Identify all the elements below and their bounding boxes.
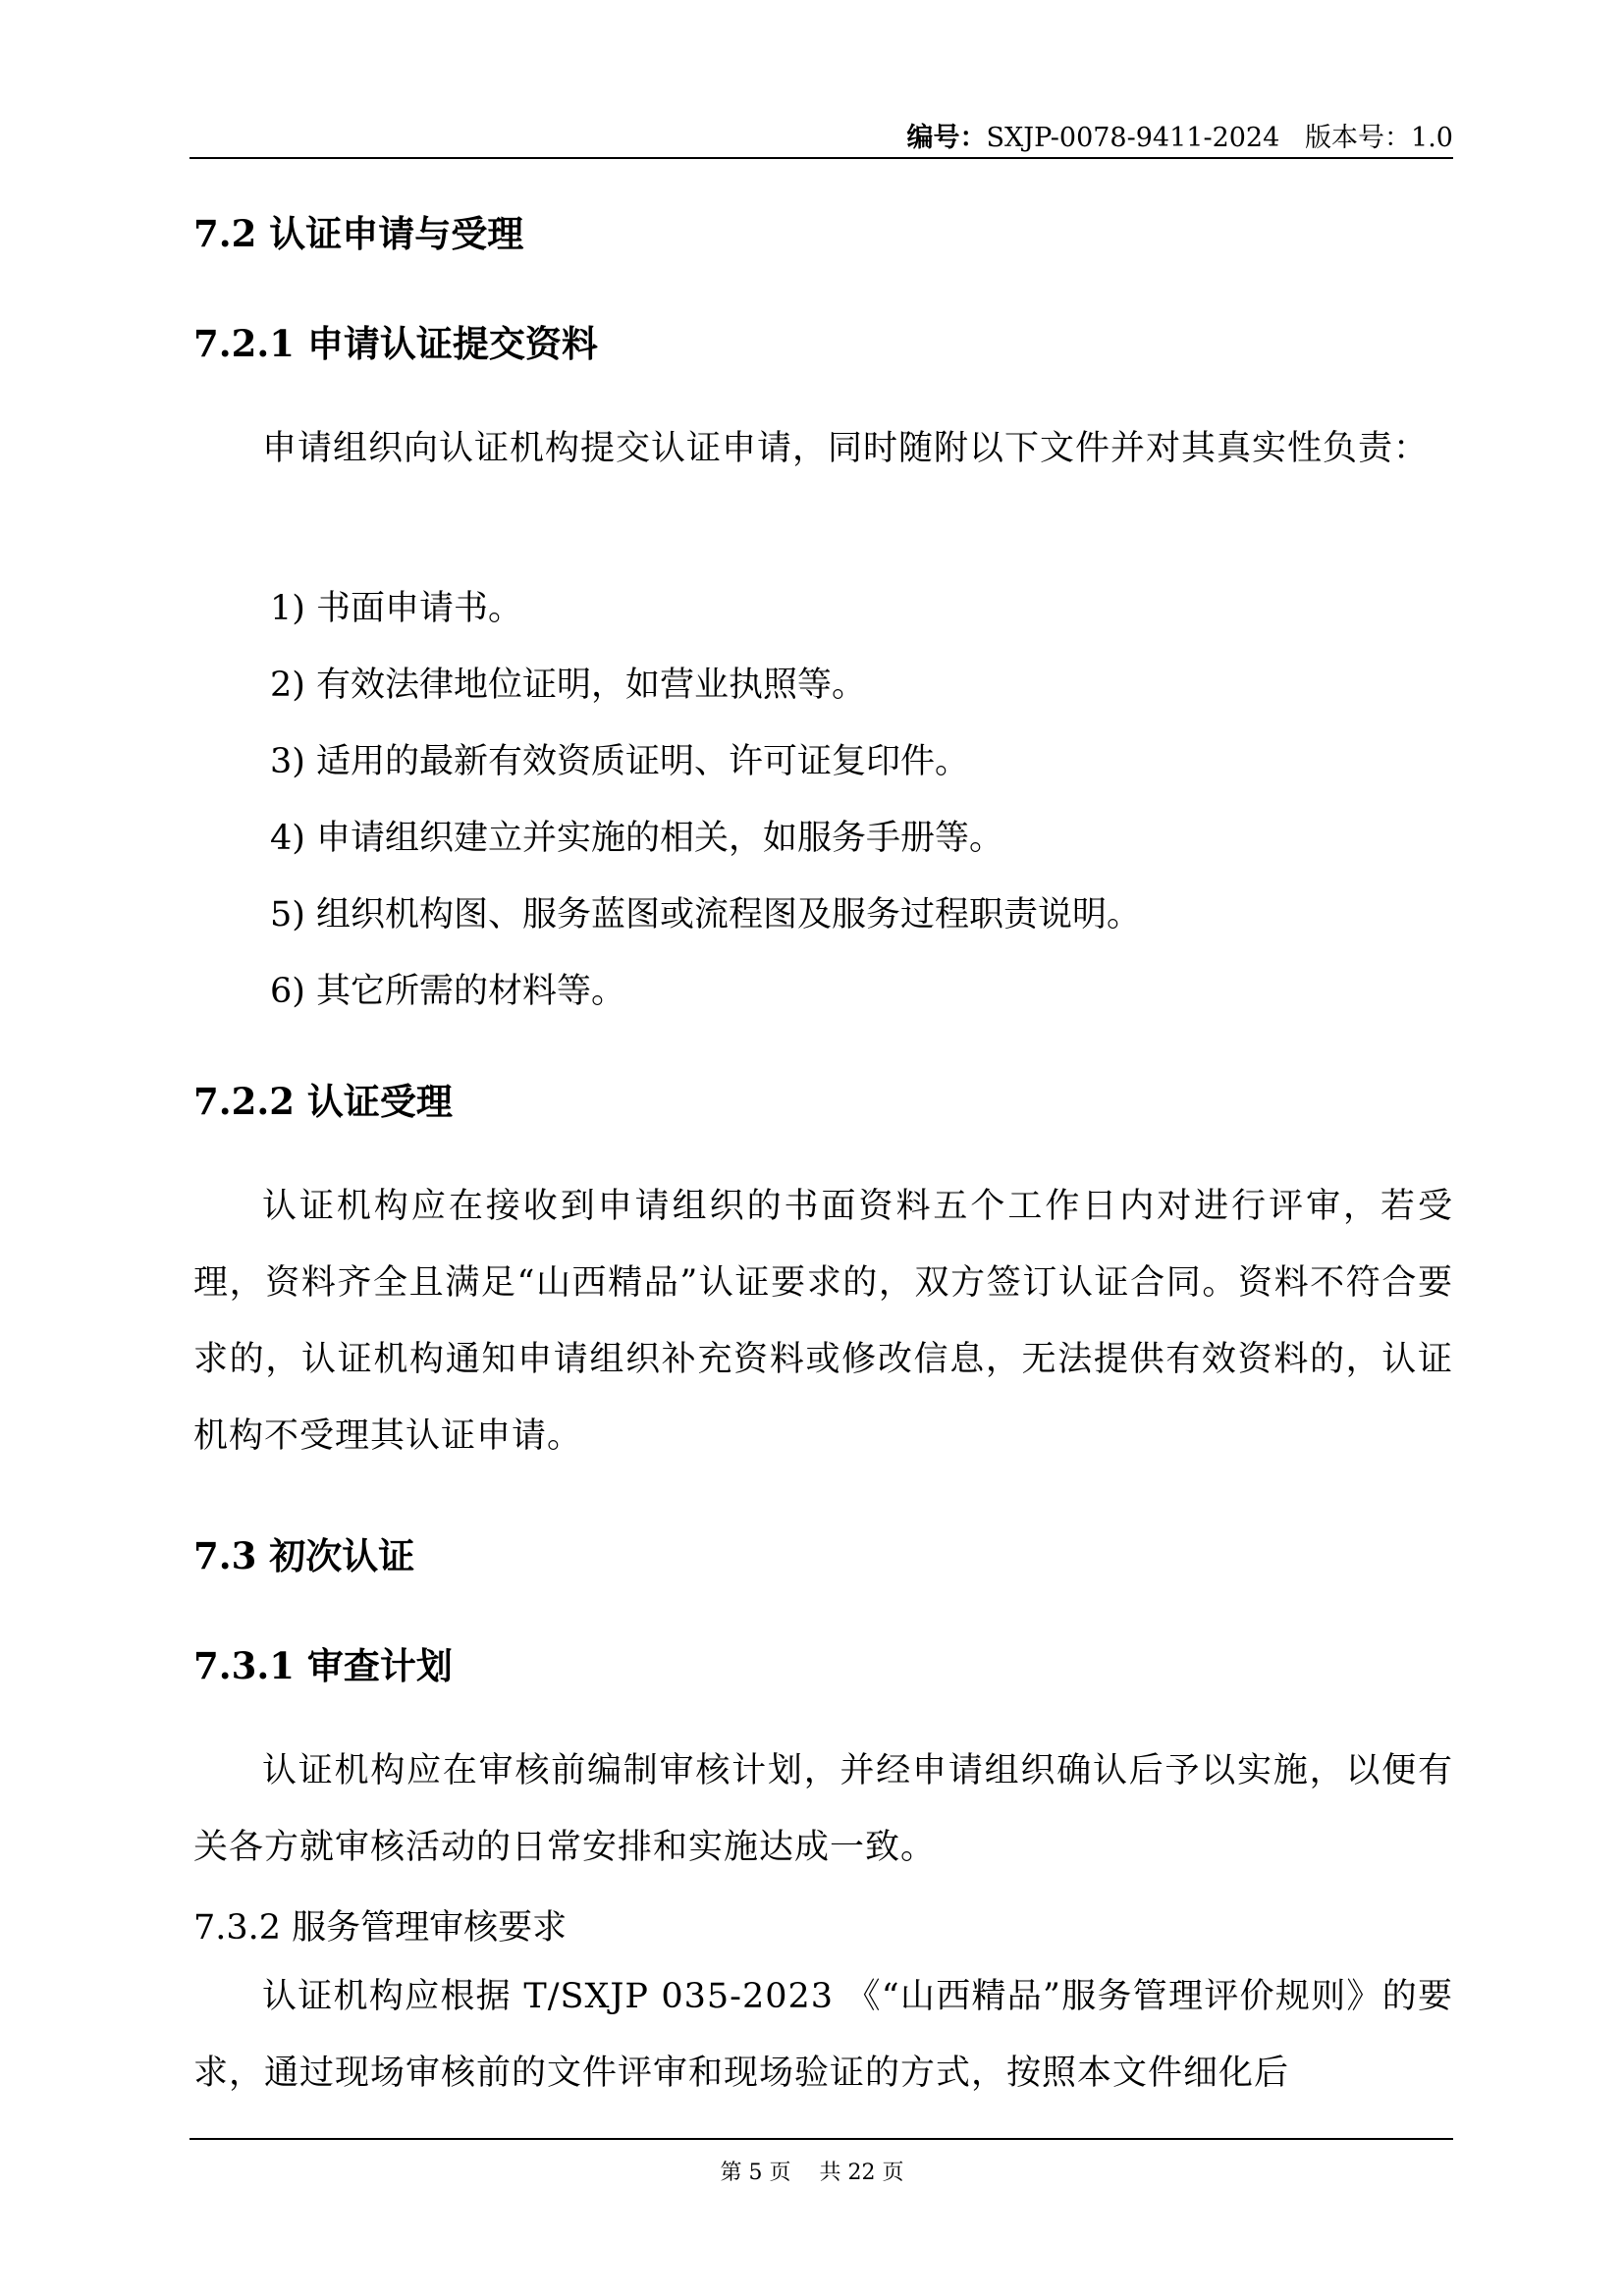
page-number: 第 5 页 共 22 页 xyxy=(720,2161,904,2185)
doc-number: SXJP-0078-9411-2024 xyxy=(986,123,1280,153)
section-7-2-1-paragraph: 申请组织向认证机构提交认证申请，同时随附以下文件并对其真实性负责： xyxy=(262,429,1430,468)
version-label: 版本号： xyxy=(1305,123,1412,153)
list-item: 5) 组织机构图、服务蓝图或流程图及服务过程职责说明。 xyxy=(270,895,1142,934)
section-7-2-2-paragraph: 认证机构应在接收到申请组织的书面资料五个工作日内对进行评审，若受理，资料齐全且满足“山西精品”认证要求的，双方签订认证合同。资料不符合要求的，认证机构通知申请组织补充资料或修改信息，无法提供有效资料的，认证机构不受理其认证申请。 xyxy=(193,1187,1453,1456)
section-7-2-1-title: 7.2.1 申请认证提交资料 xyxy=(193,322,598,365)
list-item: 3) 适用的最新有效资质证明、许可证复印件。 xyxy=(270,742,970,781)
section-7-3-title: 7.3 初次认证 xyxy=(193,1534,415,1577)
footer-rule xyxy=(189,2138,1453,2140)
list-item: 4) 申请组织建立并实施的相关，如服务手册等。 xyxy=(270,819,1004,858)
doc-number-label: 编号： xyxy=(906,123,987,153)
section-7-3-2-title: 7.3.2 服务管理审核要求 xyxy=(193,1908,568,1948)
section-7-2-2-title: 7.2.2 认证受理 xyxy=(193,1080,453,1123)
header-rule xyxy=(189,157,1453,159)
section-7-3-1-title: 7.3.1 审查计划 xyxy=(193,1644,453,1687)
page-header xyxy=(907,116,1453,154)
list-item: 6) 其它所需的材料等。 xyxy=(270,972,626,1011)
list-item: 1) 书面申请书。 xyxy=(270,589,523,628)
section-7-2-title: 7.2 认证申请与受理 xyxy=(193,212,524,255)
list-item: 2) 有效法律地位证明，如营业执照等。 xyxy=(270,666,867,705)
section-7-3-1-paragraph: 认证机构应在审核前编制审核计划，并经申请组织确认后予以实施，以便有关各方就审核活动的日常安排和实施达成一致。 xyxy=(193,1751,1453,1867)
version-number: 1.0 xyxy=(1411,123,1453,153)
section-7-3-2-paragraph: 认证机构应根据 T/SXJP 035-2023 《“山西精品”服务管理评价规则》的要求，通过现场审核前的文件评审和现场验证的方式，按照本文件细化后 xyxy=(193,1977,1453,2093)
